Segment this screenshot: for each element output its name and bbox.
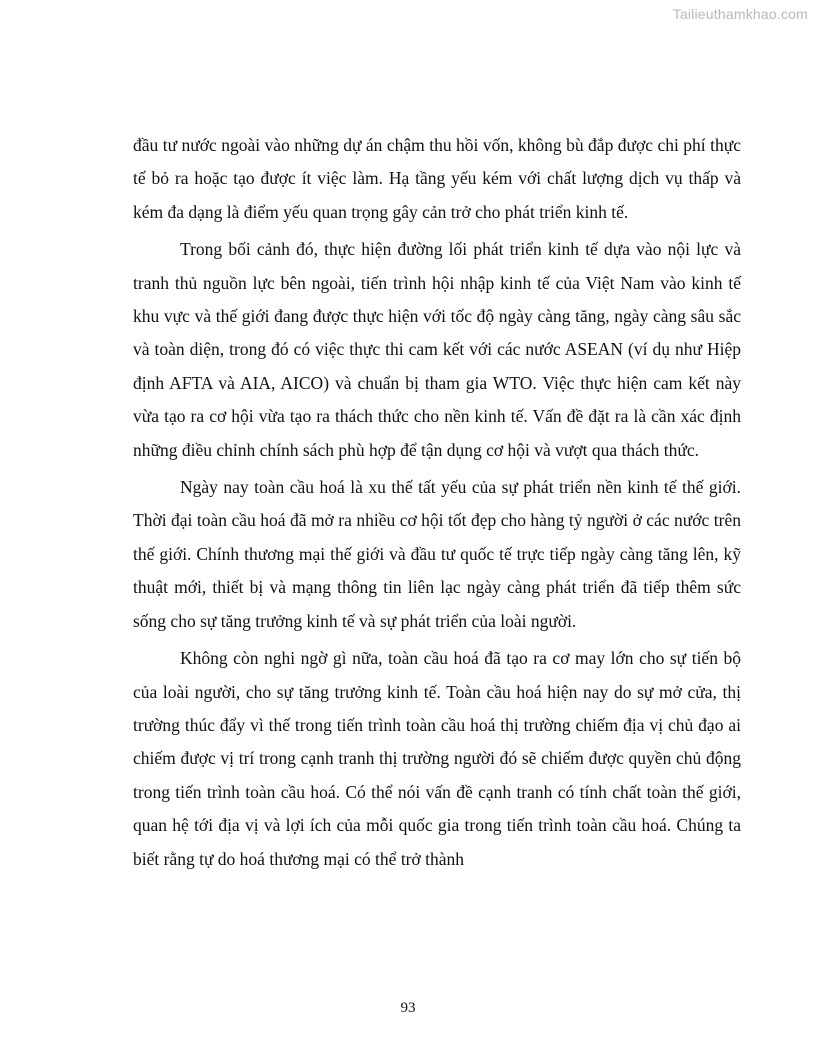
paragraph-3: Ngày nay toàn cầu hoá là xu thế tất yếu của sự phát triển nền kinh tế thế giới. Thời đại toàn cầu hoá đã mở ra nhiều cơ hội tốt đẹp cho hàng tỷ người ở các nước trên thế giới. Chính thương mại thế giới và đầu tư quốc tế trực tiếp ngày càng tăng lên, kỹ thuật mới, thiết bị và mạng thông tin liên lạc ngày càng phát triển đã tiếp thêm sức sống cho sự tăng trưởng kinh tế và sự phát triển của loài người. xyxy=(133,477,741,631)
paragraph-4: Không còn nghi ngờ gì nữa, toàn cầu hoá đã tạo ra cơ may lớn cho sự tiến bộ của loài người, cho sự tăng trưởng kinh tế. Toàn cầu hoá hiện nay do sự mở cửa, thị trường thúc đẩy vì thế trong tiến trình toàn cầu hoá thị trường chiếm địa vị chủ đạo ai chiếm được vị trí trong cạnh tranh thị trường người đó sẽ chiếm được quyền chủ động trong tiến trình toàn cầu hoá. Có thể nói vấn đề cạnh tranh có tính chất toàn thế giới, quan hệ tới địa vị và lợi ích của mỗi quốc gia trong tiến trình toàn cầu hoá. Chúng ta biết rằng tự do hoá thương mại có thể trở thành xyxy=(133,648,741,869)
watermark-text: Tailieuthamkhao.com xyxy=(672,6,808,22)
paragraph-2: Trong bối cảnh đó, thực hiện đường lối phát triển kinh tế dựa vào nội lực và tranh thủ nguồn lực bên ngoài, tiến trình hội nhập kinh tế của Việt Nam vào kinh tế khu vực và thế giới đang được thực hiện với tốc độ ngày càng tăng, ngày càng sâu sắc và toàn diện, trong đó có việc thực thi cam kết với các nước ASEAN (ví dụ như Hiệp định AFTA và AIA, AICO) và chuẩn bị tham gia WTO. Việc thực hiện cam kết này vừa tạo ra cơ hội vừa tạo ra thách thức cho nền kinh tế. Vấn đề đặt ra là cần xác định những điều chỉnh chính sách phù hợp để tận dụng cơ hội và vượt qua thách thức. xyxy=(133,239,741,460)
paragraph-1: đầu tư nước ngoài vào những dự án chậm thu hồi vốn, không bù đắp được chi phí thực tế bỏ ra hoặc tạo được ít việc làm. Hạ tầng yếu kém với chất lượng dịch vụ thấp và kém đa dạng là điểm yếu quan trọng gây cản trở cho phát triển kinh tế. xyxy=(133,135,741,222)
page-number: 93 xyxy=(400,1000,416,1016)
document-body xyxy=(133,129,741,880)
